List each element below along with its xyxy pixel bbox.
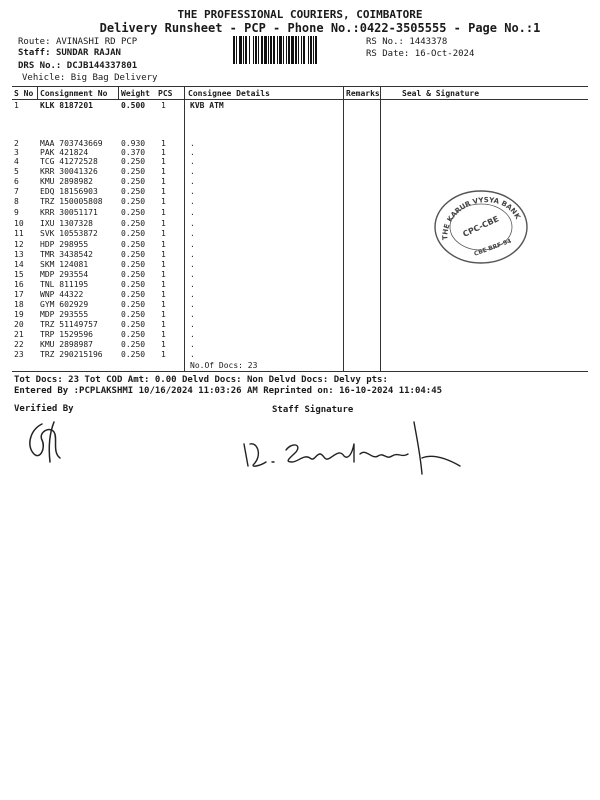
staff-signature-label: Staff Signature [272, 405, 354, 415]
cell-sno: 1 [14, 101, 19, 110]
verified-by-label: Verified By [14, 404, 74, 414]
cell-wt: 0.250 [121, 260, 146, 269]
table-row [0, 101, 600, 111]
cell-sno: 12 [14, 240, 24, 249]
cell-det: . [190, 187, 195, 196]
cell-pcs: 1 [161, 260, 166, 269]
totals-line: Tot Docs: 23 Tot COD Amt: 0.00 Delvd Docs: Non Delvd Docs: Delvy pts: [14, 375, 388, 385]
drs-label: DRS No.: [18, 61, 62, 71]
rs-date-line [366, 49, 474, 59]
cell-sno: 8 [14, 197, 19, 206]
cell-wt: 0.250 [121, 310, 146, 319]
header-consignment: Consignment No [40, 89, 108, 98]
cell-pcs: 1 [161, 177, 166, 186]
cell-pcs: 1 [161, 270, 166, 279]
cell-sno: 14 [14, 260, 24, 269]
cell-det: . [190, 320, 195, 329]
company-name: THE PROFESSIONAL COURIERS, COIMBATORE [177, 8, 423, 21]
table-row [0, 340, 600, 350]
cell-det: . [190, 290, 195, 299]
table-row [0, 157, 600, 167]
cell-cons: KMU 2898987 [40, 340, 93, 349]
table-row [0, 350, 600, 360]
drs-line [18, 61, 137, 71]
table-row [0, 290, 600, 300]
cell-det: . [190, 270, 195, 279]
rs-date-label: RS Date: [366, 49, 410, 59]
entered-by-line: Entered By :PCPLAKSHMI 10/16/2024 11:03:26 AM Reprinted on: 16-10-2024 11:04:45 [14, 386, 443, 396]
cell-sno: 18 [14, 300, 24, 309]
cell-cons: WNP 44322 [40, 290, 84, 299]
cell-det: . [190, 280, 195, 289]
cell-cons: TRZ 51149757 [40, 320, 98, 329]
cell-wt: 0.250 [121, 340, 146, 349]
cell-cons: KMU 2898982 [40, 177, 93, 186]
header-seal: Seal & Signature [402, 89, 480, 98]
header-weight: Weight [121, 89, 150, 98]
cell-sno: 5 [14, 167, 19, 176]
cell-det: . [190, 177, 195, 186]
cell-sno: 13 [14, 250, 24, 259]
stamp-center: CPC-CBE [461, 214, 501, 239]
cell-sno: 11 [14, 229, 24, 238]
cell-det: . [190, 240, 195, 249]
cell-cons: KRR 30051171 [40, 208, 98, 217]
cell-wt: 0.250 [121, 177, 146, 186]
cell-cons: TCG 41272528 [40, 157, 98, 166]
cell-cons: MDP 293555 [40, 310, 89, 319]
rs-no-value: 1443378 [409, 37, 448, 47]
rs-no-line [366, 37, 447, 47]
cell-det: . [190, 340, 195, 349]
cell-cons: SVK 10553872 [40, 229, 98, 238]
cell-pcs: 1 [161, 148, 166, 157]
cell-det: KVB ATM [190, 101, 224, 110]
cell-cons: TMR 3438542 [40, 250, 93, 259]
cell-wt: 0.250 [121, 219, 146, 228]
header-consignee: Consignee Details [188, 89, 270, 98]
cell-cons: HDP 298955 [40, 240, 89, 249]
runsheet-title: Delivery Runsheet - PCP - Phone No.:0422-3505555 - Page No.:1 [99, 21, 541, 35]
cell-sno: 22 [14, 340, 24, 349]
cell-det: . [190, 229, 195, 238]
cell-wt: 0.370 [121, 148, 146, 157]
route-value: AVINASHI RD PCP [55, 37, 138, 47]
table-bottom-border [12, 371, 588, 372]
cell-cons: KRR 30041326 [40, 167, 98, 176]
cell-pcs: 1 [161, 350, 166, 359]
cell-wt: 0.250 [121, 300, 146, 309]
cell-pcs: 1 [161, 340, 166, 349]
cell-sno: 23 [14, 350, 24, 359]
cell-cons: TRP 1529596 [40, 330, 93, 339]
table-row [0, 270, 600, 280]
col-divider [118, 86, 119, 99]
cell-sno: 10 [14, 219, 24, 228]
cell-pcs: 1 [161, 290, 166, 299]
cell-wt: 0.250 [121, 270, 146, 279]
cell-wt: 0.250 [121, 290, 146, 299]
cell-sno: 2 [14, 139, 19, 148]
cell-det: . [190, 157, 195, 166]
table-header-border [12, 99, 588, 100]
cell-det: . [190, 197, 195, 206]
cell-wt: 0.250 [121, 229, 146, 238]
cell-sno: 9 [14, 208, 19, 217]
cell-det: . [190, 350, 195, 359]
col-divider [37, 86, 38, 99]
cell-det: . [190, 208, 195, 217]
table-top-border [12, 86, 588, 87]
cell-wt: 0.250 [121, 208, 146, 217]
table-row [0, 280, 600, 290]
cell-det: . [190, 219, 195, 228]
cell-wt: 0.250 [121, 197, 146, 206]
stamp-branch: CBE BRF-94 [473, 237, 513, 258]
route-line [18, 37, 137, 47]
cell-pcs: 1 [161, 187, 166, 196]
cell-wt: 0.250 [121, 250, 146, 259]
cell-det: . [190, 300, 195, 309]
cell-cons: GYM 602929 [40, 300, 89, 309]
cell-pcs: 1 [161, 229, 166, 238]
header-sno: S No [14, 89, 34, 98]
cell-det: . [190, 260, 195, 269]
cell-wt: 0.250 [121, 350, 146, 359]
cell-pcs: 1 [161, 208, 166, 217]
cell-cons: SKM 124081 [40, 260, 89, 269]
barcode [233, 36, 359, 64]
cell-wt: 0.250 [121, 330, 146, 339]
cell-det: . [190, 250, 195, 259]
cell-wt: 0.250 [121, 320, 146, 329]
cell-wt: 0.250 [121, 187, 146, 196]
cell-wt: 0.250 [121, 280, 146, 289]
cell-pcs: 1 [161, 240, 166, 249]
stamp-bank-name: THE KARUR VYSYA BANK [441, 196, 522, 241]
cell-sno: 17 [14, 290, 24, 299]
cell-pcs: 1 [161, 320, 166, 329]
table-row [0, 300, 600, 310]
cell-sno: 21 [14, 330, 24, 339]
cell-wt: 0.930 [121, 139, 146, 148]
route-label: Route: [18, 37, 51, 47]
cell-pcs: 1 [161, 139, 166, 148]
cell-det: . [190, 330, 195, 339]
staff-value: SUNDAR RAJAN [55, 48, 121, 58]
bank-stamp [427, 183, 535, 267]
cell-det: . [190, 310, 195, 319]
header-remarks: Remarks [346, 89, 380, 98]
cell-sno: 19 [14, 310, 24, 319]
staff-line [18, 48, 121, 58]
cell-det: . [190, 148, 195, 157]
cell-cons: PAK 421824 [40, 148, 89, 157]
cell-pcs: 1 [161, 101, 166, 110]
cell-wt: 0.250 [121, 240, 146, 249]
cell-cons: TRZ 290215196 [40, 350, 103, 359]
cell-pcs: 1 [161, 250, 166, 259]
vehicle-line: Vehicle: Big Bag Delivery [22, 73, 158, 83]
table-row [0, 330, 600, 340]
table-row [0, 167, 600, 177]
cell-cons: EDQ 18156903 [40, 187, 98, 196]
rs-date-value: 16-Oct-2024 [414, 49, 475, 59]
cell-det: . [190, 139, 195, 148]
cell-cons: MAA 703743669 [40, 139, 103, 148]
staff-label: Staff: [18, 48, 51, 58]
cell-sno: 4 [14, 157, 19, 166]
cell-pcs: 1 [161, 300, 166, 309]
cell-sno: 7 [14, 187, 19, 196]
staff-signature [236, 414, 476, 476]
cell-sno: 6 [14, 177, 19, 186]
cell-pcs: 1 [161, 157, 166, 166]
no-of-docs: No.Of Docs: 23 [190, 361, 258, 370]
cell-sno: 20 [14, 320, 24, 329]
cell-pcs: 1 [161, 310, 166, 319]
table-row [0, 320, 600, 330]
cell-cons: KLK 8187201 [40, 101, 93, 110]
cell-sno: 15 [14, 270, 24, 279]
table-row [0, 310, 600, 320]
cell-wt: 0.250 [121, 167, 146, 176]
drs-value: DCJB144337801 [66, 61, 138, 71]
cell-pcs: 1 [161, 280, 166, 289]
cell-pcs: 1 [161, 330, 166, 339]
cell-sno: 3 [14, 148, 19, 157]
cell-pcs: 1 [161, 167, 166, 176]
cell-pcs: 1 [161, 197, 166, 206]
cell-cons: TNL 811195 [40, 280, 89, 289]
cell-wt: 0.250 [121, 157, 146, 166]
cell-pcs: 1 [161, 219, 166, 228]
verifier-signature [20, 418, 80, 468]
cell-cons: TRZ 150005808 [40, 197, 103, 206]
cell-cons: IXU 1307328 [40, 219, 93, 228]
cell-wt: 0.500 [121, 101, 146, 110]
cell-cons: MDP 293554 [40, 270, 89, 279]
cell-det: . [190, 167, 195, 176]
cell-sno: 16 [14, 280, 24, 289]
header-pcs: PCS [158, 89, 173, 98]
rs-no-label: RS No.: [366, 37, 404, 47]
